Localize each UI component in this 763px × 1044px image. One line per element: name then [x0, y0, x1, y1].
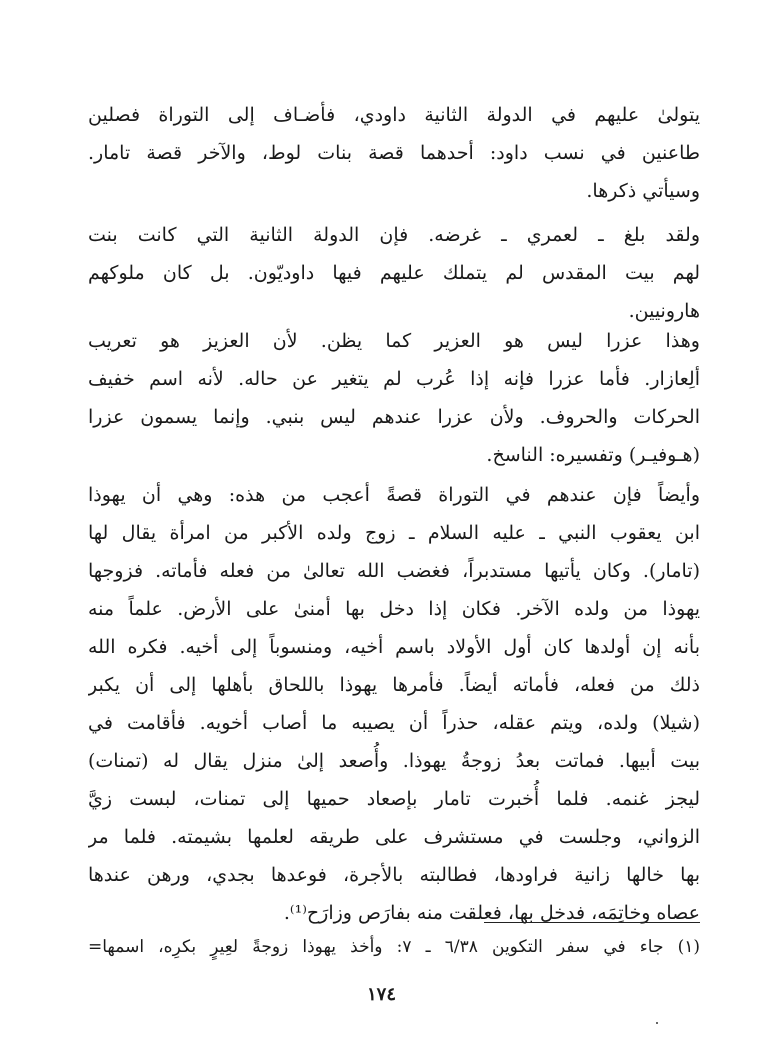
text-line: وأيضاً فإن عندهم في التوراة قصةً أعجب من هذه: وهي أن يهوذا	[88, 484, 700, 506]
text-line: يتولىٰ عليهم في الدولة الثانية داودي، فأضـاف إلى التوراة فصلين	[88, 104, 700, 126]
text-line: ذلك من فعله، فأماته أيضاً. فأمرها يهوذا باللحاق بأهلها إلى أن يكبر	[88, 674, 700, 696]
text-line: يهوذا من ولده الآخر. فكان إذا دخل بها أمنىٰ على الأرض. علماً منه	[88, 598, 700, 620]
text-line: طاعنين في نسب داود: أحدهما قصة بنات لوط، والآخر قصة تامار.	[88, 142, 700, 164]
paragraph-2	[88, 216, 700, 330]
text-line: (شيلا) ولده، ويتم عقله، حذراً أن يصيبه ما أصاب أخويه. فأقامت في	[88, 712, 700, 734]
text-line: الزواني، وجلست في مستشرف على طريقه لعلمها بشيمته. فلما مر	[88, 826, 700, 848]
text-line: بأنه إن أولدها كان أول الأولاد باسم أخيه، ومنسوباً إلى أخيه. فكره الله	[88, 636, 700, 658]
text-line: الحركات والحروف. ولأن عزرا عندهم ليس بنبي. وإنما يسمون عزرا	[88, 406, 700, 428]
text-line: لهم بيت المقدس لم يتملك عليهم فيها داوديّون. بل كان ملوكهم	[88, 262, 700, 284]
text-line: ابن يعقوب النبي ـ عليه السلام ـ زوج ولده الأكبر من امرأة يقال لها	[88, 522, 700, 544]
paragraph-1	[88, 96, 700, 210]
text-line: وسيأتي ذكرها.	[586, 180, 700, 202]
paragraph-4	[88, 476, 700, 932]
text-line: عصاه وخاتِمَه، فدخل بها، فعلقت منه بفارَص وزارَح⁽¹⁾.	[283, 902, 700, 924]
scan-speck	[656, 1022, 658, 1024]
text-line: (تامار). وكان يأتيها مستدبراً، فغضب الله تعالىٰ من فعله فأماته. فزوجها	[88, 560, 700, 582]
text-line: ألِعازار. فأما عزرا فإنه إذا عُرب لم يتغير عن حاله. لأنه اسم خفيف	[88, 368, 700, 390]
page-number: ١٧٤	[366, 984, 396, 1005]
text-line: بيت أبيها. فماتت بعدُ زوجةُ يهوذا. وأُصعد إلىٰ منزل يقال له (تمنات)	[88, 750, 700, 772]
text-line: ولقد بلغ ـ لعمري ـ غرضه. فإن الدولة الثانية التي كانت بنت	[88, 224, 700, 246]
footnote: (١) جاء في سفر التكوين ٦/٣٨ ـ ٧: وأخذ يهوذا زوجةً لعِيرٍ بكرِه، اسمها=	[88, 937, 700, 957]
footnote-divider	[484, 922, 700, 923]
text-line: ليجز غنمه. فلما أُخبرت تامار بإصعاد حميها إلى تمنات، لبست زيَّ	[88, 788, 700, 810]
text-line: وهذا عزرا ليس هو العزير كما يظن. لأن العزيز هو تعريب	[88, 330, 700, 352]
text-line: (هـوفيـر) وتفسيره: الناسخ.	[486, 444, 700, 466]
text-line: بها خالها زانية فراودها، فطالبته بالأجرة، فوعدها بجدي، ورهن عندها	[88, 864, 700, 886]
paragraph-3	[88, 322, 700, 474]
text-line: هارونيين.	[628, 300, 700, 322]
